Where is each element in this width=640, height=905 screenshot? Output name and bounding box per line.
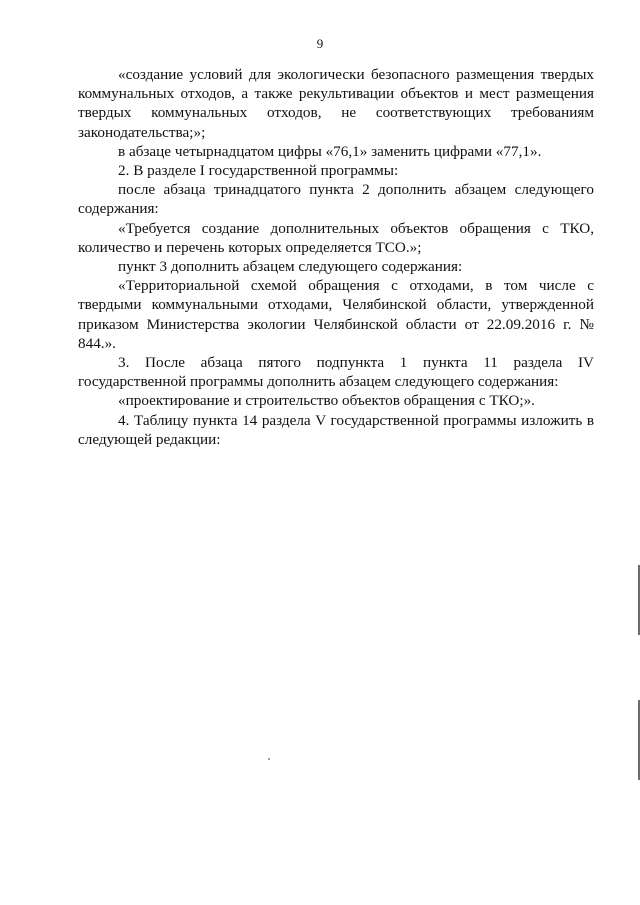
- page-number: 9: [316, 36, 324, 51]
- paragraph-point-three: пункт 3 дополнить абзацем следующего содержания:: [118, 258, 463, 276]
- document-body: [78, 65, 594, 449]
- paragraph-quote-conditions: «создание условий для экологически безопасного размещения твердых коммунальных отходов, а также рекультивации объектов и мест размещения твердых коммунальных отходов, не соответствующих требованиям законодательства;»;: [78, 66, 594, 141]
- paragraph-section-one: 2. В разделе I государственной программы:: [118, 162, 399, 180]
- paragraph-fourteenth-abzats: в абзаце четырнадцатом цифры «76,1» заменить цифрами «77,1».: [118, 142, 542, 160]
- paragraph-after-thirteenth: после абзаца тринадцатого пункта 2 дополнить абзацем следующего содержания:: [78, 181, 594, 218]
- paragraph-quote-territorial-scheme: «Территориальной схемой обращения с отходами, в том числе с твердыми коммунальными отходами, Челябинской области, утвержденной приказом Министерства экологии Челябинской области от 22.09.2016 г. № 844.».: [78, 277, 594, 352]
- paragraph-quote-design: «проектирование и строительство объектов обращения с ТКО;».: [118, 392, 535, 410]
- scan-speck: [268, 758, 270, 760]
- paragraph-quote-tko: «Требуется создание дополнительных объектов обращения с ТКО, количество и перечень которых определяется ТСО.»;: [78, 219, 594, 256]
- paragraph-section-five-table: 4. Таблицу пункта 14 раздела V государственной программы изложить в следующей редакции:: [78, 411, 594, 448]
- paragraph-section-four: 3. После абзаца пятого подпункта 1 пункта 11 раздела IV государственной программы дополнить абзацем следующего содержания:: [78, 354, 594, 391]
